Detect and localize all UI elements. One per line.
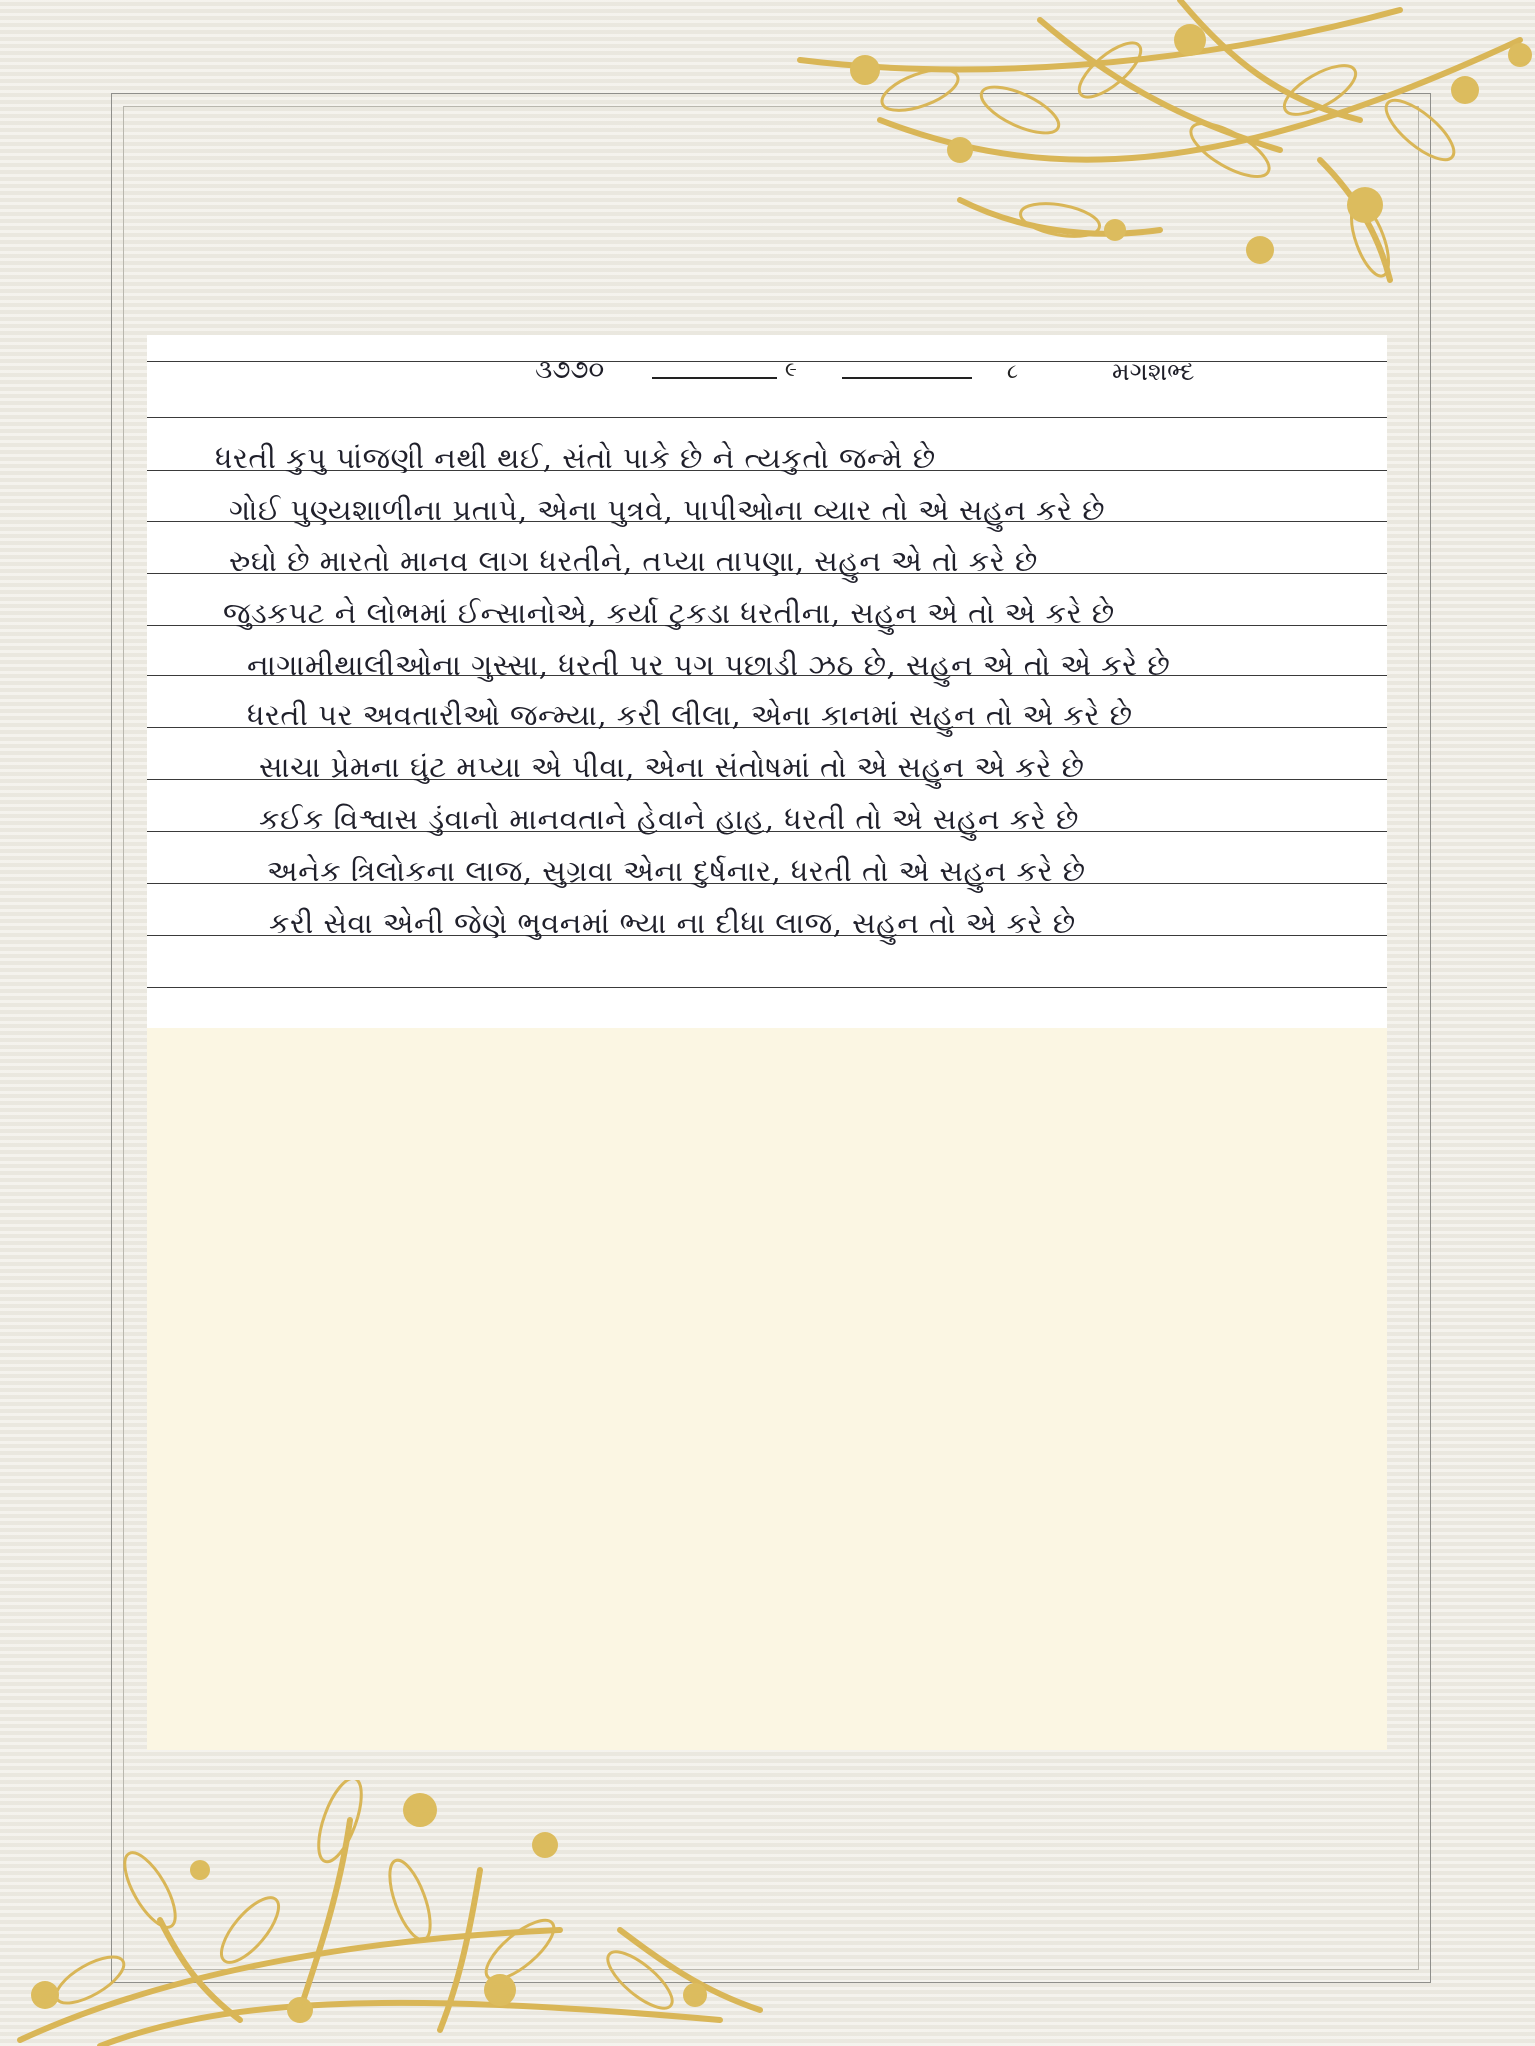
poem-line: કઈક વિશ્વાસ ડુંવાનો માનવતાને હેવાને હાહ, ધરતી તો એ સહુન કરે છે xyxy=(259,802,1079,836)
heading-mark: ૮ xyxy=(1007,359,1018,383)
poem-heading xyxy=(147,353,1387,393)
poem-line: ધરતી કુપુ પાંજણી નથી થઈ, સંતો પાકે છે ને ત્યકુતો જન્મે છે xyxy=(215,441,936,475)
heading-dash xyxy=(652,377,777,379)
poem-line: રુઘો છે મારતો માનવ લાગ ધરતીને, તપ્યા તાપણા, સહુન એ તો કરે છે xyxy=(229,544,1038,578)
handwritten-paper xyxy=(147,335,1387,1028)
ruled-line xyxy=(147,417,1387,418)
heading-date: ૩૭૭૦ xyxy=(535,355,605,385)
cream-panel xyxy=(147,1028,1387,1750)
poem-line: કરી સેવા એની જેણે ભુવનમાં ભ્યા ના દીધા લાજ, સહુન તો એ કરે છે xyxy=(269,906,1076,940)
heading-dash xyxy=(842,377,972,379)
poem-line: જુડકપટ ને લોભમાં ઈન્સાનોએ, કર્યા ટુકડા ધરતીના, સહુન એ તો એ કરે છે xyxy=(223,596,1115,630)
poem-line: ધરતી પર અવતારીઓ જન્મ્યા, કરી લીલા, એના કાનમાં સહુન તો એ કરે છે xyxy=(247,698,1133,732)
poem-line: નાગામીથાલીઓના ગુસ્સા, ધરતી પર પગ પછાડી ઝઠ છે, સહુન એ તો એ કરે છે xyxy=(247,648,1171,682)
gold-floral-branch-icon xyxy=(760,0,1535,310)
poem-line: અનેક ત્રિલોકના લાજ, સુગ્રવા એના દુર્ષનાર, ધરતી તો એ સહુન કરે છે xyxy=(267,854,1086,888)
gold-floral-branch-icon xyxy=(0,1780,780,2046)
poem-line: ગોઈ પુણ્યશાળીના પ્રતાપે, એના પુત્રવે, પાપીઓના વ્યાર તો એ સહુન કરે છે xyxy=(229,493,1106,527)
ruled-line xyxy=(147,987,1387,988)
poem-line: સાચા પ્રેમના ઘુંટ મપ્યા એ પીવા, એના સંતોષમાં તો એ સહુન એ કરે છે xyxy=(259,750,1085,784)
heading-mark: ૯ xyxy=(785,357,797,381)
heading-author: મગશભ્દ xyxy=(1112,357,1195,386)
